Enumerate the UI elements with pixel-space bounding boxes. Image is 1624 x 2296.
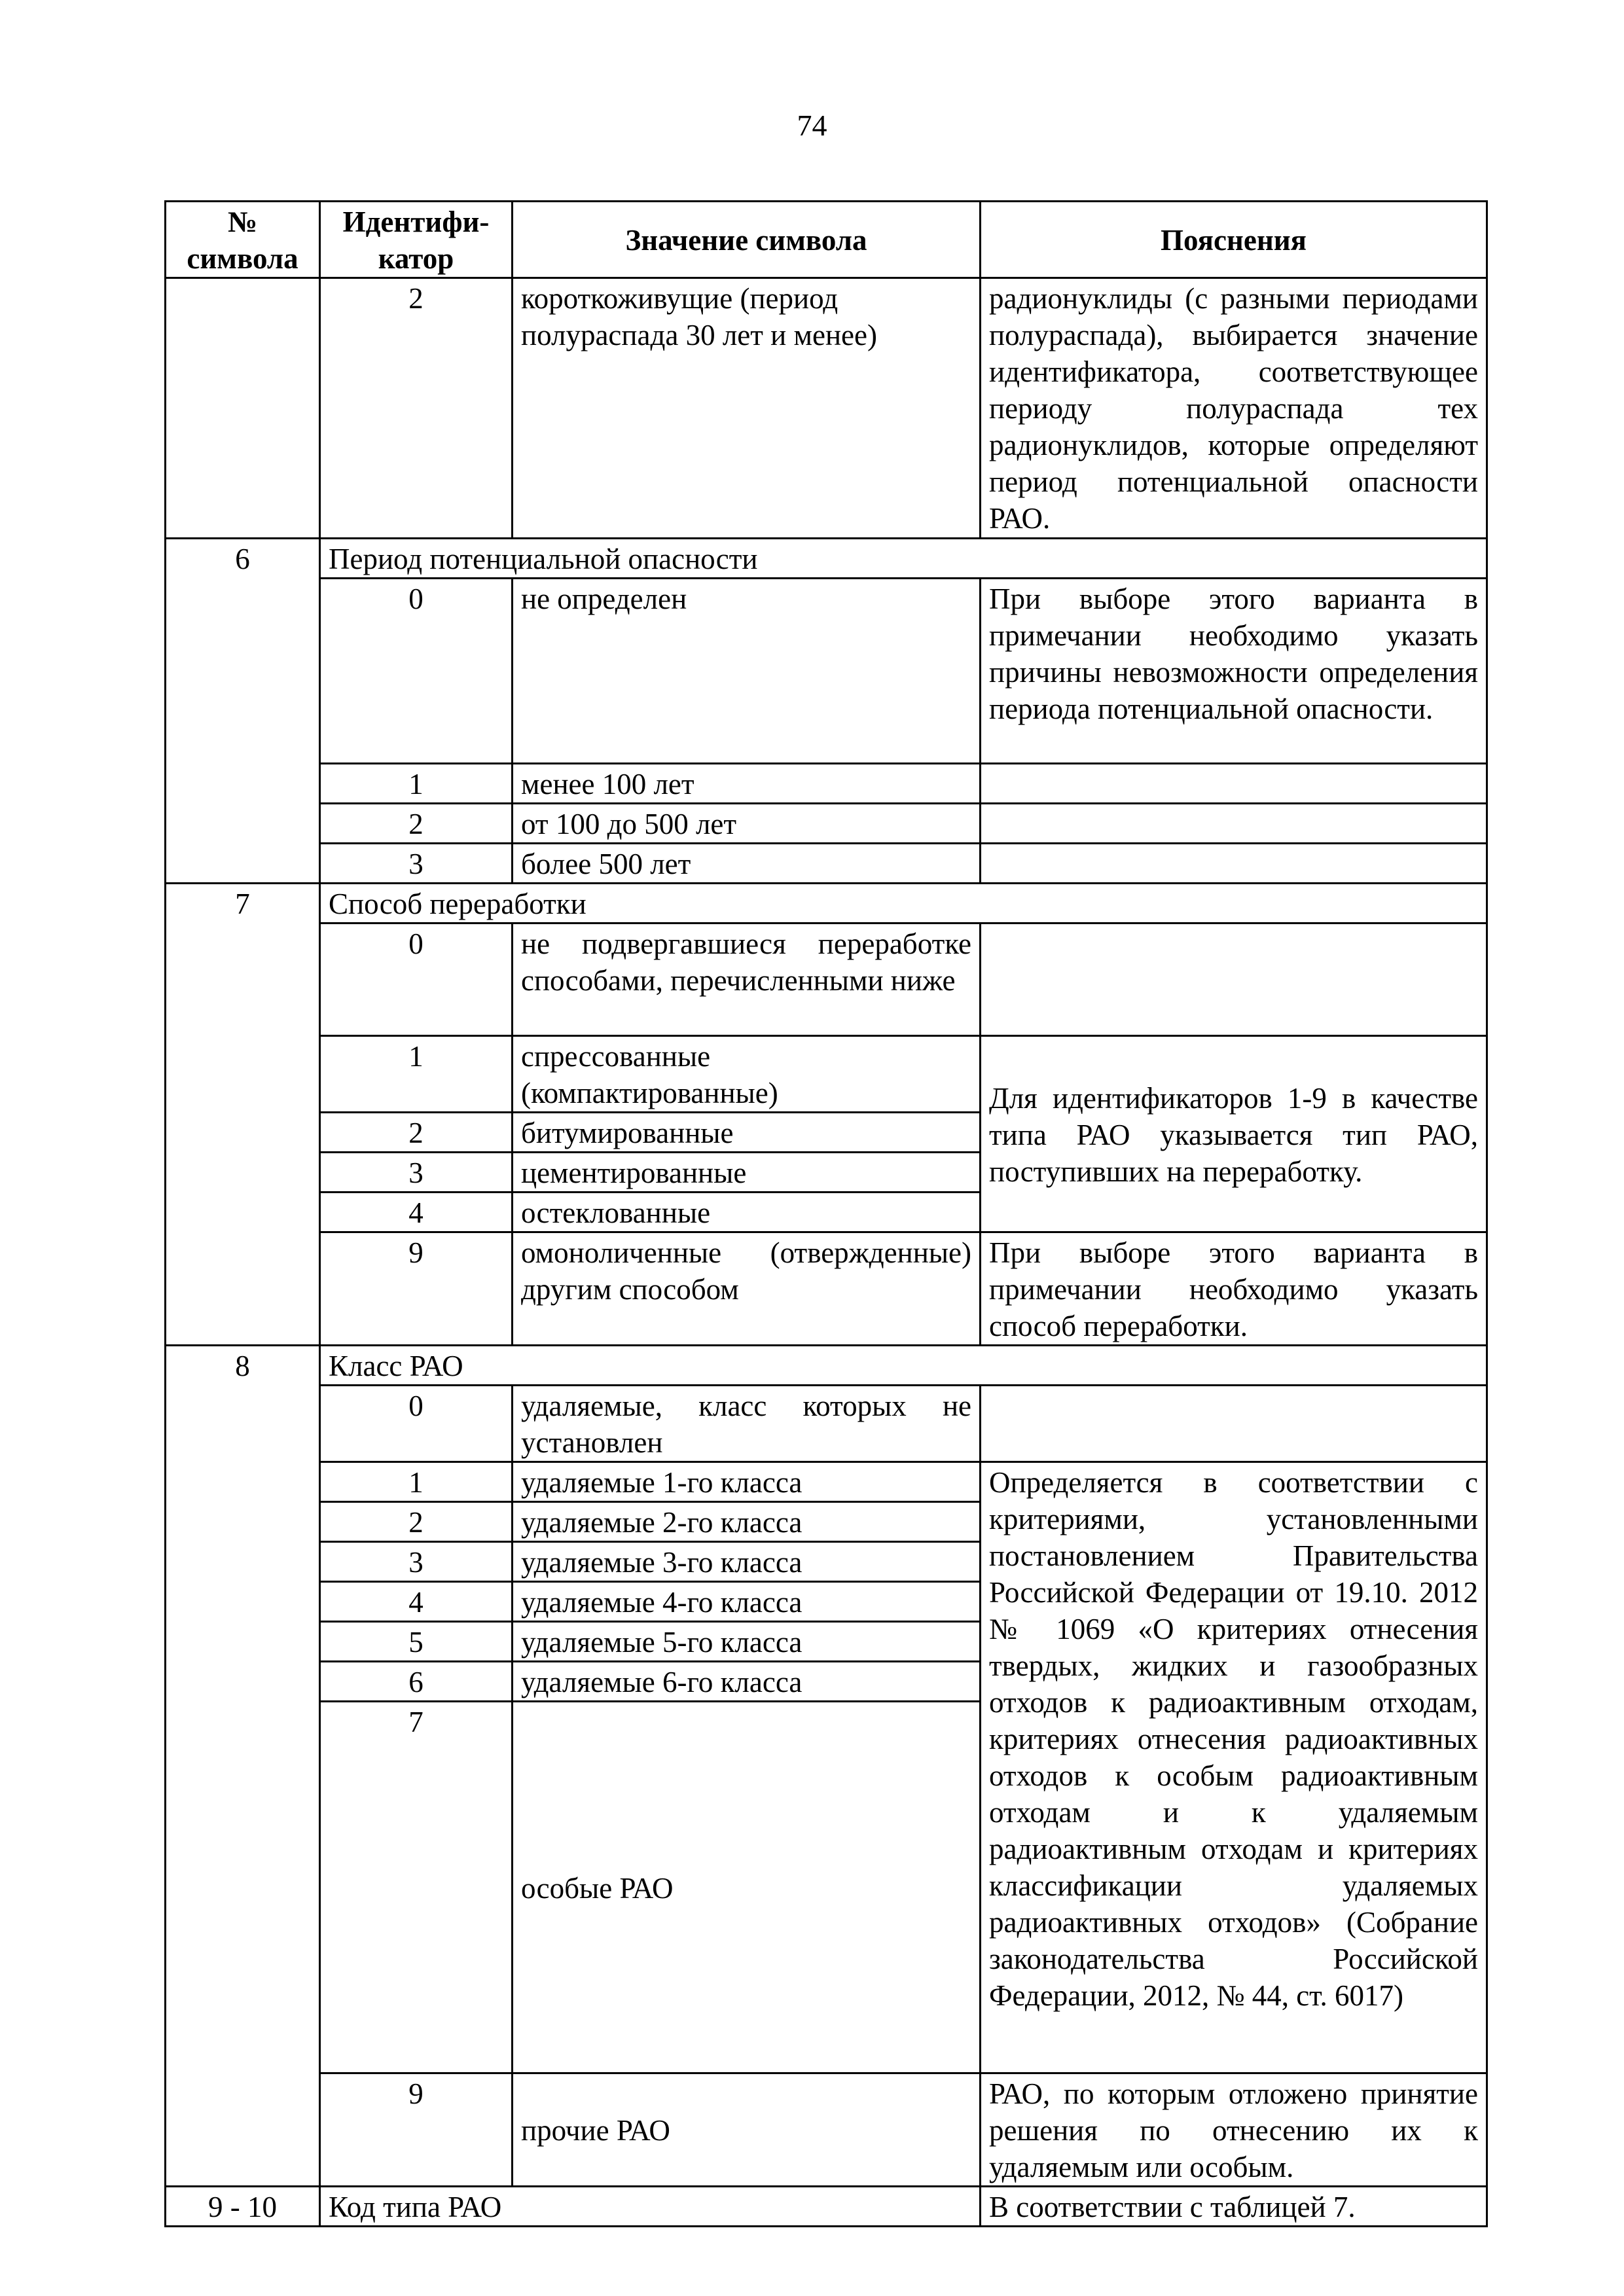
note-cell [981,1386,1487,1462]
table-row [166,844,1487,884]
identifier-cell: 0 [320,1386,513,1462]
table-row [166,1036,1487,1113]
identifier-cell: 1 [320,1462,513,1502]
section-title-6: Период потенциальной опасности [320,539,1487,579]
header-symbol-value: Значение символа [513,202,981,278]
value-cell: не определен [513,579,981,764]
value-cell: удаляемые, класс которых не установлен [513,1386,981,1462]
header-notes: Пояснения [981,202,1487,278]
section-row-7 [166,884,1487,924]
note-cell-class-criteria: Определяется в соответствии с критериями, установленными постановлением Правительства Российской Федерации от 19.10. 2012 № 1069 «О критериях отнесения твердых, жидких и газообразных отходов к радиоактивным отходам, критериях отнесения радиоактивных отходов к особым радиоактивным отходам и к удаляемым радиоактивным отходам и критериях классификации удаляемых радиоактивных отходов» (Собрание законодательства Российской Федерации, 2012, № 44, ст. 6017) [981,1462,1487,2073]
value-cell: короткоживущие (период полураспада 30 лет и менее) [513,278,981,539]
symbol-number-7: 7 [166,884,320,1346]
value-cell: более 500 лет [513,844,981,884]
note-cell [981,764,1487,804]
value-cell: удаляемые 6-го класса [513,1662,981,1702]
table-row [166,1232,1487,1346]
identifier-cell: 0 [320,924,513,1036]
value-cell: менее 100 лет [513,764,981,804]
note-cell: При выборе этого варианта в примечании необходимо указать причины невозможности определения периода потенциальной опасности. [981,579,1487,764]
table-row [166,764,1487,804]
header-symbol-number: № символа [166,202,320,278]
identifier-cell: 2 [320,1113,513,1153]
section-row-8 [166,1346,1487,1386]
table-row [166,1462,1487,1502]
table-row [166,804,1487,844]
value-cell: омоноличенные (отвержденные) другим способом [513,1232,981,1346]
section-row-9-10 [166,2187,1487,2227]
identifier-cell: 6 [320,1662,513,1702]
symbol-number-cell [166,278,320,539]
identifier-cell: 5 [320,1622,513,1662]
page-number: 74 [797,109,827,142]
identifier-cell: 2 [320,1502,513,1542]
table-header [166,202,1487,278]
value-cell: от 100 до 500 лет [513,804,981,844]
value-cell: удаляемые 4-го класса [513,1582,981,1622]
value-cell: удаляемые 5-го класса [513,1622,981,1662]
symbol-table [164,200,1488,2227]
identifier-cell: 2 [320,278,513,539]
note-cell [981,844,1487,884]
note-cell [981,924,1487,1036]
identifier-cell: 4 [320,1193,513,1232]
note-cell [981,804,1487,844]
section-row-6 [166,539,1487,579]
value-cell: удаляемые 1-го класса [513,1462,981,1502]
identifier-cell: 3 [320,1153,513,1193]
note-cell: В соответствии с таблицей 7. [981,2187,1487,2227]
value-cell: не подвергавшиеся переработке способами, перечисленными ниже [513,924,981,1036]
value-cell: особые РАО [513,1702,981,2073]
note-cell: РАО, по которым отложено принятие решения по отнесению их к удаляемым или особым. [981,2073,1487,2187]
note-cell-identifiers-1-9: Для идентификаторов 1-9 в качестве типа РАО указывается тип РАО, поступивших на переработку. [981,1036,1487,1232]
value-cell: остеклованные [513,1193,981,1232]
identifier-cell: 3 [320,844,513,884]
identifier-cell: 9 [320,2073,513,2187]
identifier-cell: 4 [320,1582,513,1622]
identifier-cell: 2 [320,804,513,844]
note-cell: При выборе этого варианта в примечании необходимо указать способ переработки. [981,1232,1487,1346]
identifier-cell: 3 [320,1542,513,1582]
value-cell: цементированные [513,1153,981,1193]
section-title-9-10: Код типа РАО [320,2187,981,2227]
identifier-cell: 1 [320,764,513,804]
identifier-cell: 1 [320,1036,513,1113]
value-cell: удаляемые 3-го класса [513,1542,981,1582]
table-row [166,278,1487,539]
table-row [166,2073,1487,2187]
symbol-number-9-10: 9 - 10 [166,2187,320,2227]
symbol-number-6: 6 [166,539,320,884]
value-cell: битумированные [513,1113,981,1153]
value-cell: спрессованные (компактированные) [513,1036,981,1113]
identifier-cell: 0 [320,579,513,764]
table-row [166,1386,1487,1462]
identifier-cell: 9 [320,1232,513,1346]
table-row [166,579,1487,764]
value-cell: удаляемые 2-го класса [513,1502,981,1542]
identifier-cell: 7 [320,1702,513,2073]
symbol-number-8: 8 [166,1346,320,2187]
value-cell: прочие РАО [513,2073,981,2187]
section-title-7: Способ переработки [320,884,1487,924]
section-title-8: Класс РАО [320,1346,1487,1386]
header-identifier: Идентифи-катор [320,202,513,278]
note-cell: радионуклиды (с разными периодами полураспада), выбирается значение идентификатора, соответствующее периоду полураспада тех радионуклидов, которые определяют период потенциальной опасности РАО. [981,278,1487,539]
table-row [166,924,1487,1036]
